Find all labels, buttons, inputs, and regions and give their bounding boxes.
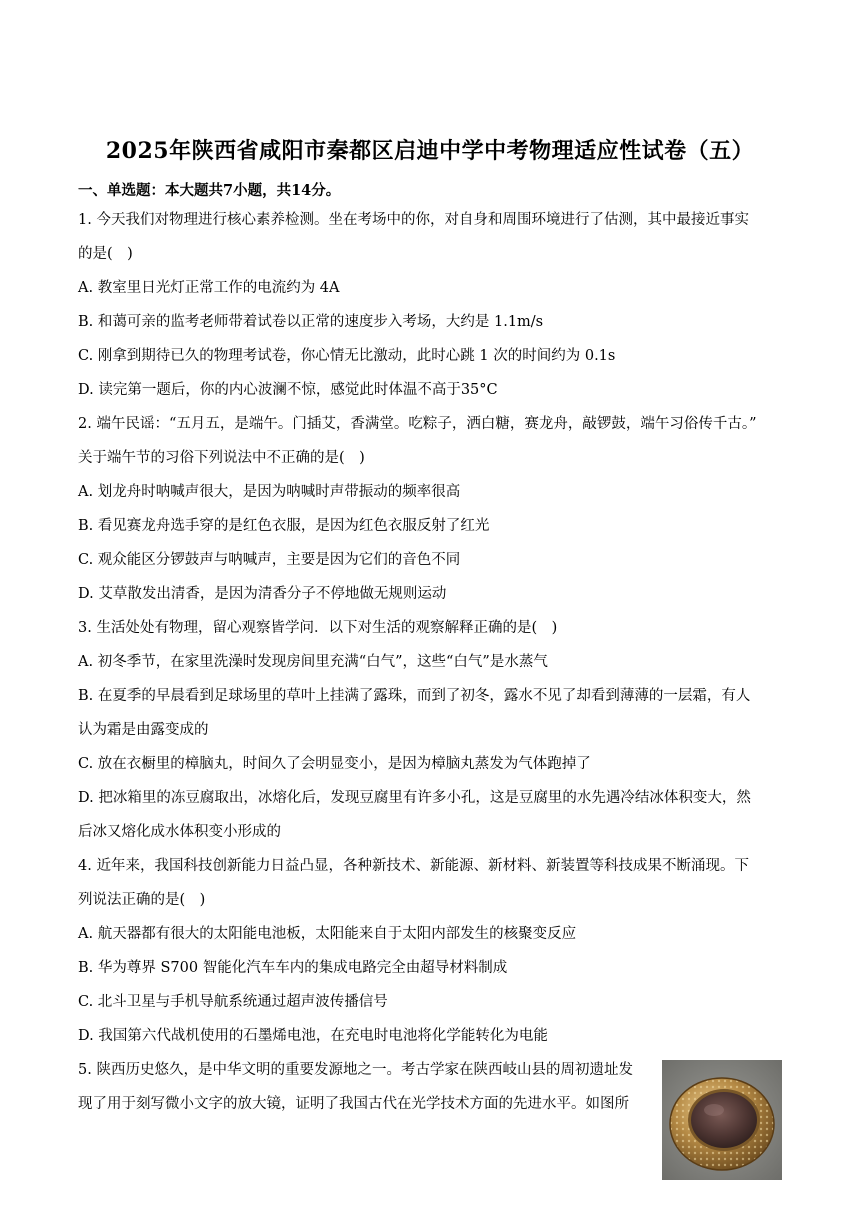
section-heading: 一、单选题：本大题共7小题，共14分。	[78, 182, 341, 199]
option-d: D. 艾草散发出清香，是因为清香分子不停地做无规则运动	[78, 586, 447, 602]
option-d-continued: 后冰又熔化成水体积变小形成的	[78, 824, 281, 840]
option-b: B. 看见赛龙舟选手穿的是红色衣服，是因为红色衣服反射了红光	[78, 518, 490, 534]
option-a: A. 教室里日光灯正常工作的电流约为 4A	[78, 280, 340, 296]
option-b: B. 和蔼可亲的监考老师带着试卷以正常的速度步入考场，大约是 1.1m/s	[78, 314, 544, 330]
question-3	[78, 611, 786, 849]
question-stem-line: 的是( )	[78, 246, 133, 262]
question-stem-line: 5. 陕西历史悠久，是中华文明的重要发源地之一。考古学家在陕西岐山县的周初遗址发	[78, 1062, 633, 1078]
question-4	[78, 849, 786, 1053]
question-1	[78, 203, 786, 407]
question-stem-line: 4. 近年来，我国科技创新能力日益凸显，各种新技术、新能源、新材料、新装置等科技成果不断涌现。下	[78, 858, 749, 874]
magnifier-artifact-image	[662, 1060, 782, 1180]
option-a: A. 初冬季节，在家里洗澡时发现房间里充满“白气”，这些“白气”是水蒸气	[78, 654, 548, 670]
option-a: A. 航天器都有很大的太阳能电池板，太阳能来自于太阳内部发生的核聚变反应	[78, 926, 577, 942]
question-list	[78, 203, 786, 1121]
option-a: A. 划龙舟时呐喊声很大，是因为呐喊时声带振动的频率很高	[78, 484, 461, 500]
option-d: D. 我国第六代战机使用的石墨烯电池，在充电时电池将化学能转化为电能	[78, 1028, 548, 1044]
question-stem-line: 3. 生活处处有物理，留心观察皆学问．以下对生活的观察解释正确的是( )	[78, 620, 558, 636]
question-stem-line: 关于端午节的习俗下列说法中不正确的是( )	[78, 450, 365, 466]
option-b: B. 在夏季的早晨看到足球场里的草叶上挂满了露珠，而到了初冬，露水不见了却看到薄薄的一层霜，有人	[78, 688, 751, 704]
option-b: B. 华为尊界 S700 智能化汽车车内的集成电路完全由超导材料制成	[78, 960, 508, 976]
question-2	[78, 407, 786, 611]
option-c: C. 观众能区分锣鼓声与呐喊声，主要是因为它们的音色不同	[78, 552, 461, 568]
question-stem-line: 现了用于刻写微小文字的放大镜，证明了我国古代在光学技术方面的先进水平。如图所	[78, 1096, 629, 1112]
magnifier-artifact-photo	[662, 1060, 782, 1180]
question-stem-line: 2. 端午民谣：“五月五，是端午。门插艾，香满堂。吃粽子，洒白糖，赛龙舟，敲锣鼓，端午习俗传千古。”	[78, 416, 757, 432]
option-c: C. 北斗卫星与手机导航系统通过超声波传播信号	[78, 994, 388, 1010]
option-b-continued: 认为霜是由露变成的	[78, 722, 209, 738]
option-c: C. 刚拿到期待已久的物理考试卷，你心情无比激动，此时心跳 1 次的时间约为 0.1s	[78, 348, 616, 364]
question-stem-line: 1. 今天我们对物理进行核心素养检测。坐在考场中的你，对自身和周围环境进行了估测，其中最接近事实	[78, 212, 749, 228]
page-title: 2025年陕西省咸阳市秦都区启迪中学中考物理适应性试卷（五）	[105, 138, 755, 164]
option-c: C. 放在衣橱里的樟脑丸，时间久了会明显变小，是因为樟脑丸蒸发为气体跑掉了	[78, 756, 591, 772]
option-d: D. 把冰箱里的冻豆腐取出，冰熔化后，发现豆腐里有许多小孔，这是豆腐里的水先遇冷结冰体积变大，然	[78, 790, 751, 806]
question-5	[78, 1053, 656, 1121]
question-stem-line: 列说法正确的是( )	[78, 892, 206, 908]
option-d: D. 读完第一题后，你的内心波澜不惊，感觉此时体温不高于35°C	[78, 382, 498, 398]
